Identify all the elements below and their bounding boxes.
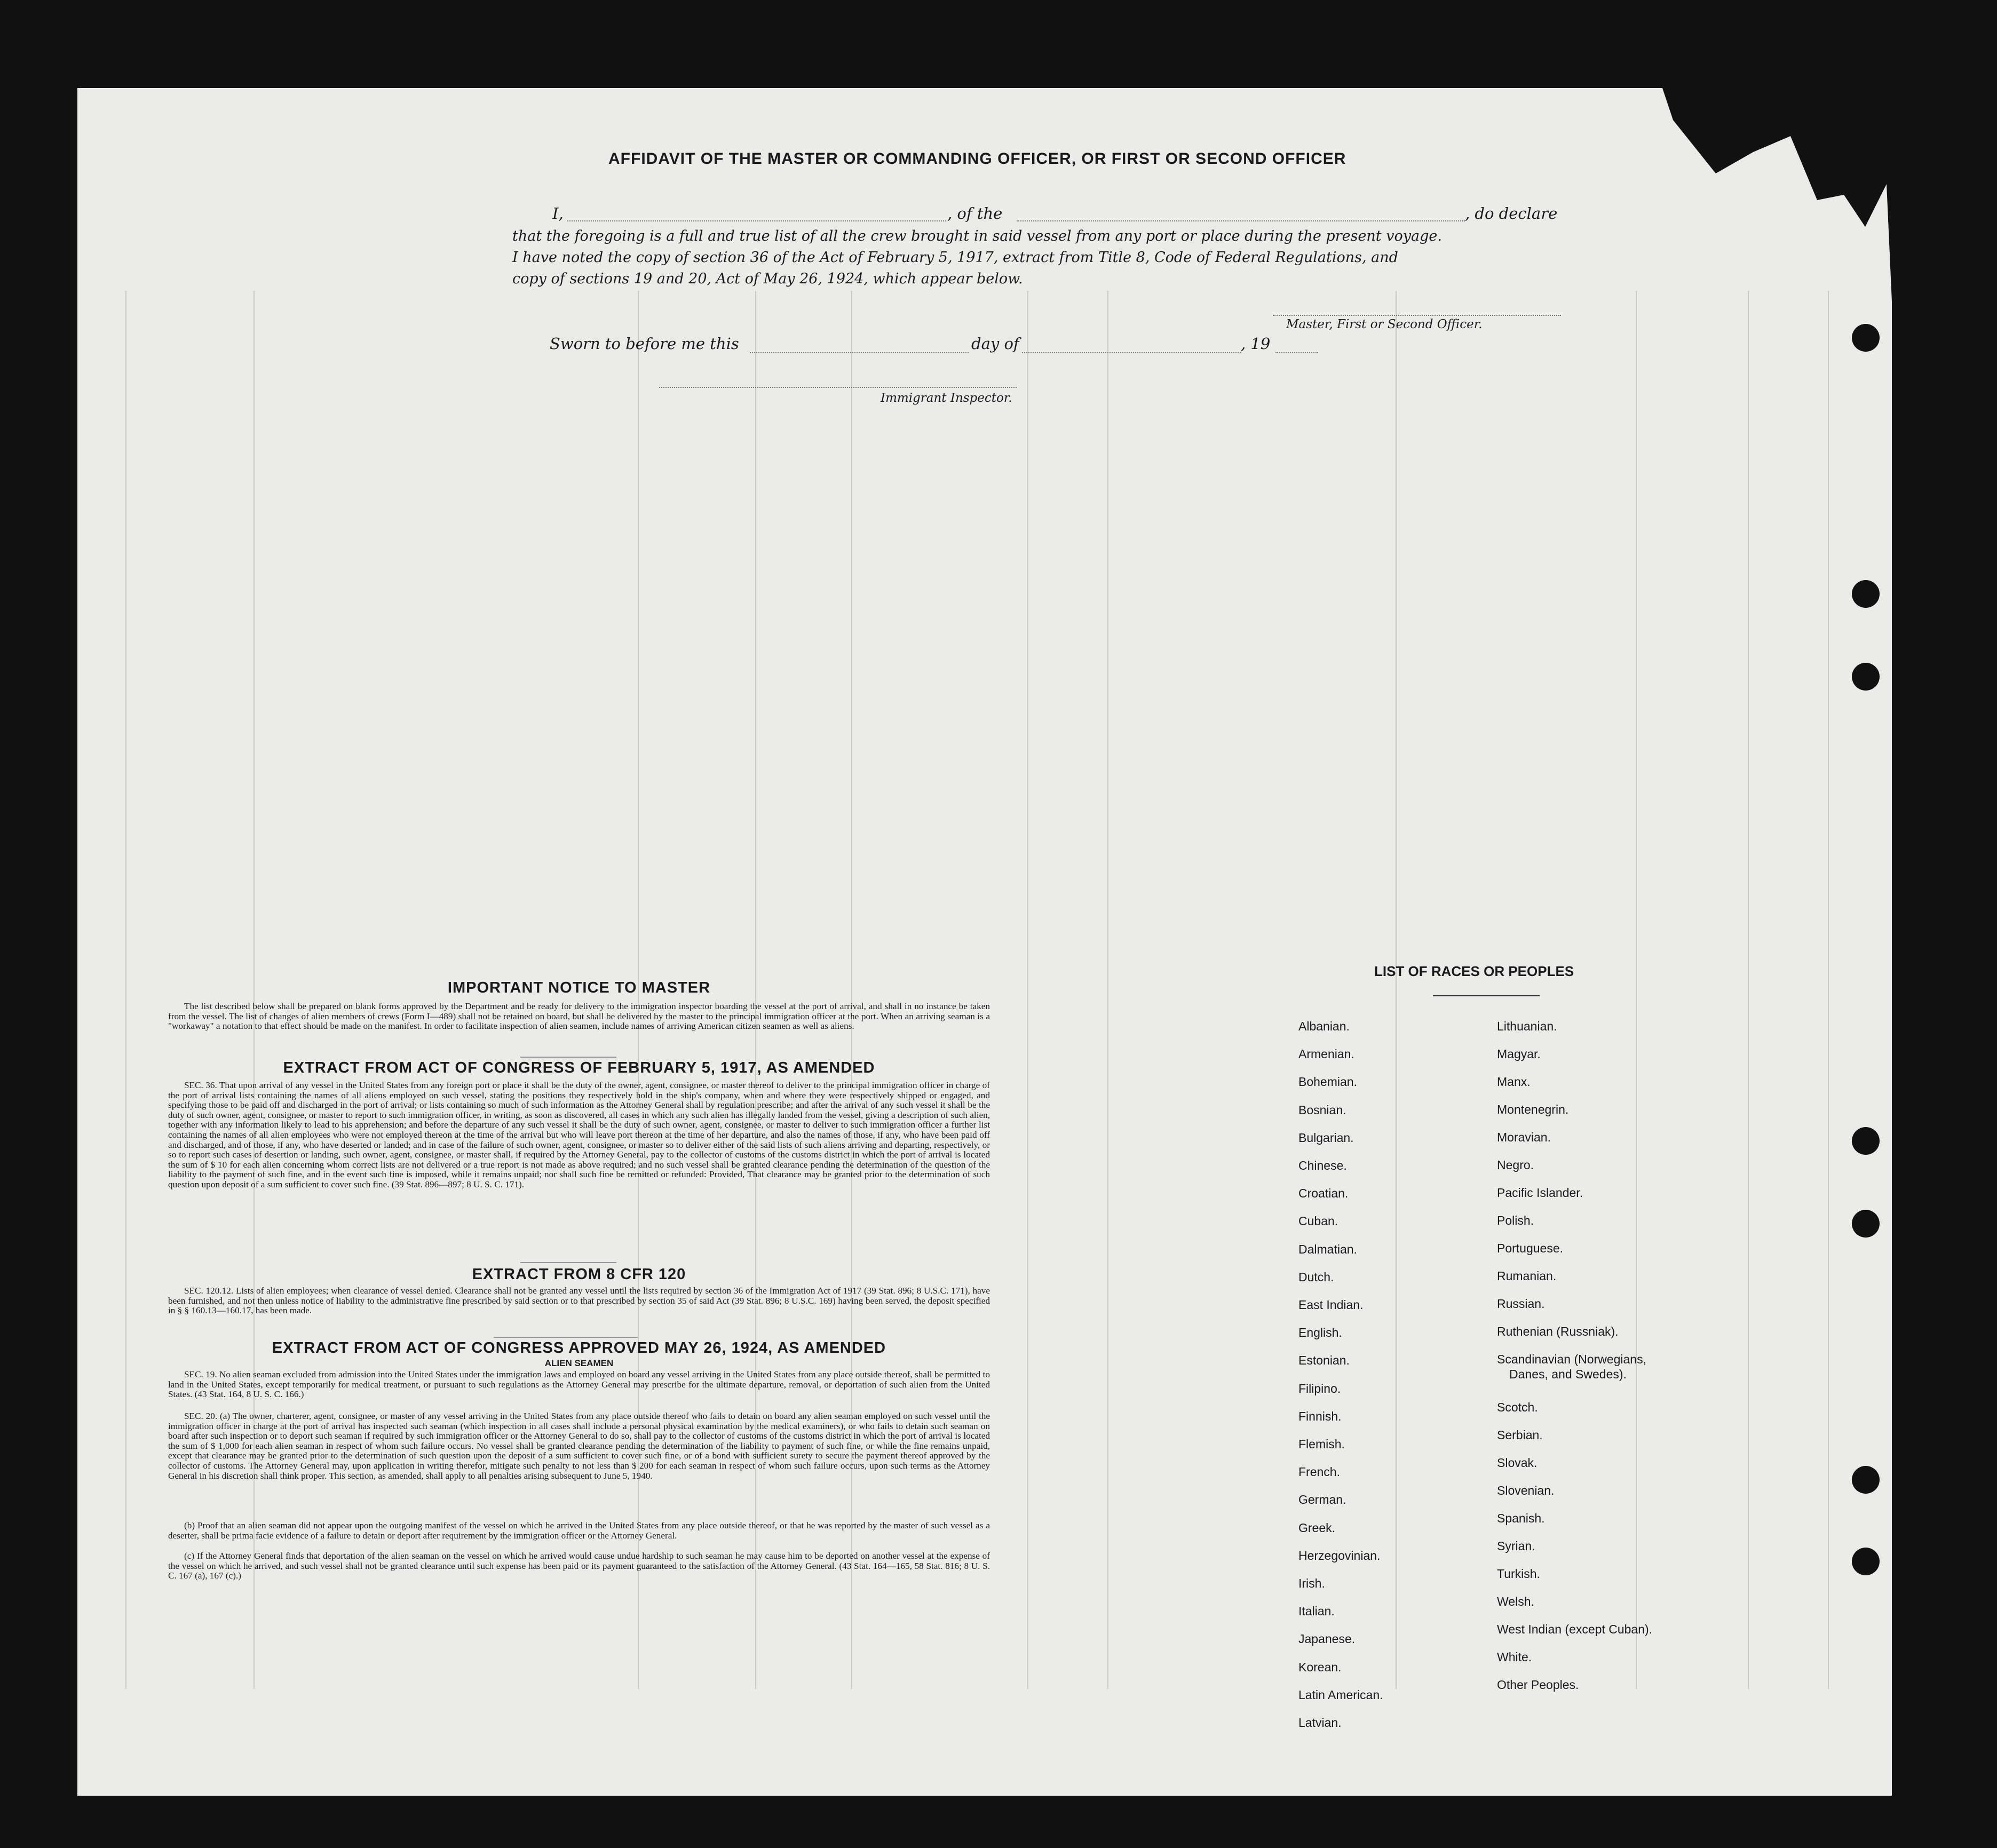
notice-title: IMPORTANT NOTICE TO MASTER [447,979,711,996]
extract-cfr-title: EXTRACT FROM 8 CFR 120 [472,1266,686,1283]
race-item: Syrian. [1497,1539,1535,1553]
bleed-grid-line [1107,291,1108,1689]
race-item: Slovak. [1497,1456,1538,1470]
race-item: Greek. [1298,1520,1336,1535]
sworn-label: Sworn to before me this [550,335,739,353]
sworn-day-field[interactable] [750,352,969,353]
master-signature-label: Master, First or Second Officer. [1286,318,1483,331]
binder-hole [1852,324,1880,352]
race-item: Negro. [1497,1158,1534,1172]
race-item: Estonian. [1298,1353,1350,1368]
sworn-year-field[interactable] [1275,352,1318,353]
year-label: , 19 [1241,335,1271,353]
race-item: English. [1298,1326,1342,1340]
sworn-month-field[interactable] [1022,352,1241,353]
vessel-name-field[interactable] [1017,220,1465,221]
race-item: Dutch. [1298,1270,1334,1284]
declarant-label: I, [552,204,564,223]
bleed-grid-line [1636,291,1637,1689]
race-item: Moravian. [1497,1130,1551,1144]
inspector-signature-field[interactable] [659,387,1017,388]
binder-hole [1852,1548,1880,1575]
race-item: Slovenian. [1497,1484,1555,1497]
affidavit-line-3: I have noted the copy of section 36 of the Act of February 5, 1917, extract from Title 8, Code of Federal Regulations, and [512,249,1398,266]
bleed-grid-line [1748,291,1749,1689]
race-item: Russian. [1497,1297,1545,1311]
binder-hole [1852,580,1880,608]
race-item: Turkish. [1497,1567,1540,1581]
race-item: Danes, and Swedes). [1509,1367,1627,1381]
race-item: Manx. [1497,1075,1531,1089]
torn-corner [1566,88,1892,302]
extract-1924-sec19: SEC. 19. No alien seaman excluded from admission into the United States under the immigration laws and employed on board any vessel arriving in the United States from any place outside thereof, shall be permitted to land in the United States, except temporarily for medical treatment, or pursuant to such regulations as the Attorney General may prescribe for the ultimate departure, removal, or deportation of such alien from the United States. (43 Stat. 164, 8 U. S. C. 166.) [168,1369,990,1400]
race-item: Cuban. [1298,1214,1338,1228]
race-item: Armenian. [1298,1047,1354,1061]
race-item: Serbian. [1497,1428,1543,1442]
divider [1433,995,1540,996]
race-item: Other Peoples. [1497,1678,1579,1692]
race-item: Portuguese. [1497,1241,1564,1255]
race-item: Bulgarian. [1298,1130,1354,1145]
race-item: Italian. [1298,1604,1335,1619]
divider [520,1262,616,1263]
extract-1924-title: EXTRACT FROM ACT OF CONGRESS APPROVED MAY 26, 1924, AS AMENDED [272,1339,886,1357]
of-the-label: , of the [947,204,1003,223]
extract-1924-subtitle: ALIEN SEAMEN [544,1358,614,1368]
race-item: Pacific Islander. [1497,1186,1583,1200]
race-item: Irish. [1298,1576,1325,1590]
extract-1924-sec20c: (c) If the Attorney General finds that deportation of the alien seaman on the vessel on which he arrived would cause undue hardship to such seaman he may cause him to be deported on another vessel at the expense of the vessel on which he arrived, and such vessel shall not be granted clearance until such expense has been paid or its payment guaranteed to the satisfaction of the Attorney General. (43 Stat. 164—165, 58 Stat. 816; 8 U. S. C. 167 (a), 167 (c).) [168,1551,990,1581]
race-item: Bosnian. [1298,1103,1346,1117]
race-item: Dalmatian. [1298,1242,1357,1256]
race-item: Rumanian. [1497,1269,1557,1283]
race-item: Lithuanian. [1497,1019,1557,1033]
race-item: Japanese. [1298,1632,1356,1646]
race-item: Croatian. [1298,1186,1349,1201]
race-item: Magyar. [1497,1047,1541,1061]
master-signature-field[interactable] [1273,315,1561,316]
bleed-grid-line [1828,291,1829,1689]
race-item: Latin American. [1298,1687,1383,1702]
race-item: Scotch. [1497,1400,1538,1414]
race-item: Finnish. [1298,1409,1342,1423]
race-item: Flemish. [1298,1437,1345,1451]
inspector-label: Immigrant Inspector. [881,391,1012,405]
race-item: Montenegrin. [1497,1103,1569,1116]
race-item: Scandinavian (Norwegians, [1497,1352,1646,1366]
binder-hole [1852,1127,1880,1155]
extract-1917-text: SEC. 36. That upon arrival of any vessel in the United States from any foreign port or place it shall be the duty of the owner, agent, consignee, or master thereof to deliver to the principal immigration officer in charge of the port of arrival lists containing the names of all aliens employed on such vessel, stating the positions they respectively hold in the ship's company, when and where they were respectively shipped or engaged, and specifying those to be paid off and discharged in the port of arrival; or lists containing so much of such information as the Attorney General shall by regulation prescribe; and after the arrival of any such vessel it shall be the duty of such owner, agent, consignee, or master to report to such immigration officer, in writing, as soon as discovered, all cases in which any such alien has illegally landed from the vessel, giving a description of such alien, together with any information likely to lead to his apprehension; and before the departure of any such vessel it shall be the duty of such owner, agent, consignee, or master to deliver to such immigration officer a further list containing the names of all alien employees who were not employed thereon at the time of the arrival but who will leave port thereon at the time of her departure, and also the names of those, if any, who have been paid off and discharged, and of those, if any, who have deserted or landed; and in case of the failure of such owner, agent, consignee, or master so to deliver either of the said lists of such aliens arriving and departing, respectively, or so to report such cases of desertion or landing, such owner, agent, consignee, or master shall, if required by the Attorney General, pay to the collector of customs of the customs district in which the port of arrival is located the sum of $ 10 for each alien concerning whom correct lists are not delivered or a true report is not made as above required; and no such vessel shall be granted clearance pending the determination of the question of the liability to the payment of such fine, and in the event such fine is imposed, while it remains unpaid; nor shall such fine be remitted or refunded: Provided, That clearance may be granted prior to the determination of such question upon deposit of a sum sufficient to cover such fine. (39 Stat. 896—897; 8 U. S. C. 171). [168,1080,990,1189]
divider [520,1057,616,1058]
do-declare-label: , do declare [1465,204,1558,223]
bleed-grid-line [1396,291,1397,1689]
race-item: Bohemian. [1298,1075,1357,1089]
races-title: LIST OF RACES OR PEOPLES [1374,963,1574,979]
affidavit-line-2: that the foregoing is a full and true list of all the crew brought in said vessel from any port or place during the present voyage. [512,228,1442,244]
affidavit-title: AFFIDAVIT OF THE MASTER OR COMMANDING OFFICER, OR FIRST OR SECOND OFFICER [608,150,1346,168]
bleed-grid-line [125,291,126,1689]
extract-1924-sec20b: (b) Proof that an alien seaman did not appear upon the outgoing manifest of the vessel on which he arrived in the United States from any place outside thereof, or that he was reported by the master of such vessel as a deserter, shall be prima facie evidence of a failure to detain or deport after requirement by the immigration officer or the Attorney General. [168,1520,990,1541]
race-item: Albanian. [1298,1019,1350,1033]
race-item: White. [1497,1650,1532,1664]
declarant-name-field[interactable] [567,220,946,221]
document-sheet [77,88,1892,1796]
race-item: Polish. [1497,1214,1534,1227]
race-item: Welsh. [1497,1595,1534,1608]
race-item: Spanish. [1497,1511,1545,1525]
affidavit-line-4: copy of sections 19 and 20, Act of May 26, 1924, which appear below. [512,271,1023,287]
extract-1917-title: EXTRACT FROM ACT OF CONGRESS OF FEBRUARY 5, 1917, AS AMENDED [283,1059,875,1076]
race-item: West Indian (except Cuban). [1497,1622,1653,1636]
notice-text: The list described below shall be prepared on blank forms approved by the Department and be ready for delivery to the immigration inspector boarding the vessel at the port of arrival, and shall in no instance be taken from the vessel. The list of changes of alien members of crews (Form I—489) shall not be retained on board, but shall be delivered by the master to the principal immigration officer at the port. When an arriving seaman is a "workaway" a notation to that effect should be made on the manifest. In order to facilitate inspection of alien seamen, include names of arriving American citizen seamen as well as aliens. [168,1001,990,1032]
race-item: Herzegovinian. [1298,1548,1381,1563]
divider [494,1337,638,1338]
binder-hole [1852,1466,1880,1494]
day-of-label: day of [971,335,1019,353]
extract-cfr-text: SEC. 120.12. Lists of alien employees; when clearance of vessel denied. Clearance shall not be granted any vessel until the lists required by section 36 of the Immigration Act of 1917 (39 Stat. 896; 8 U.S.C. 171), have been furnished, and not then unless notice of liability to the administrative fine prescribed by said section or to that prescribed by section 35 of said Act (39 Stat. 896; 8 U.S.C. 169) having been served, the deposit specified in § § 160.13—160.17, has been made. [168,1286,990,1316]
race-item: Filipino. [1298,1381,1341,1395]
race-item: Ruthenian (Russniak). [1497,1324,1619,1338]
bleed-grid-line [1027,291,1028,1689]
binder-hole [1852,663,1880,691]
race-item: French. [1298,1465,1340,1479]
race-item: East Indian. [1298,1298,1364,1312]
race-item: Chinese. [1298,1159,1347,1172]
race-item: Korean. [1298,1660,1342,1674]
binder-hole [1852,1210,1880,1238]
race-item: German. [1298,1493,1346,1507]
extract-1924-sec20a: SEC. 20. (a) The owner, charterer, agent, consignee, or master of any vessel arriving in the United States from any place outside thereof who fails to detain on board any alien seaman employed on such vessel until the immigration officer in charge at the port of arrival has inspected such seaman (which inspection in all cases shall include a personal physical examination by the medical examiners), or who fails to detain such seaman on board after such inspection or to deport such seaman if required by such immigration officer or the Attorney General to do so, shall pay to the collector of customs of the customs district in which the port of arrival is located the sum of $ 1,000 for each alien seaman in respect of whom such failure occurs. No vessel shall be granted clearance pending the determination of the liability to payment of such fine, or while the fine remains unpaid, except that clearance may be granted prior to the determination of such question upon the deposit of a sum sufficient to cover such fine, or of a bond with sufficient surety to secure the payment thereof approved by the collector of customs. The Attorney General may, upon application in writing therefor, mitigate such penalty to not less than $ 200 for each seaman in respect of whom such failure occurs, upon such terms as the Attorney General in his discretion shall think proper. This section, as amended, shall apply to all penalties arising subsequent to June 5, 1940. [168,1411,990,1481]
race-item: Latvian. [1298,1716,1342,1730]
